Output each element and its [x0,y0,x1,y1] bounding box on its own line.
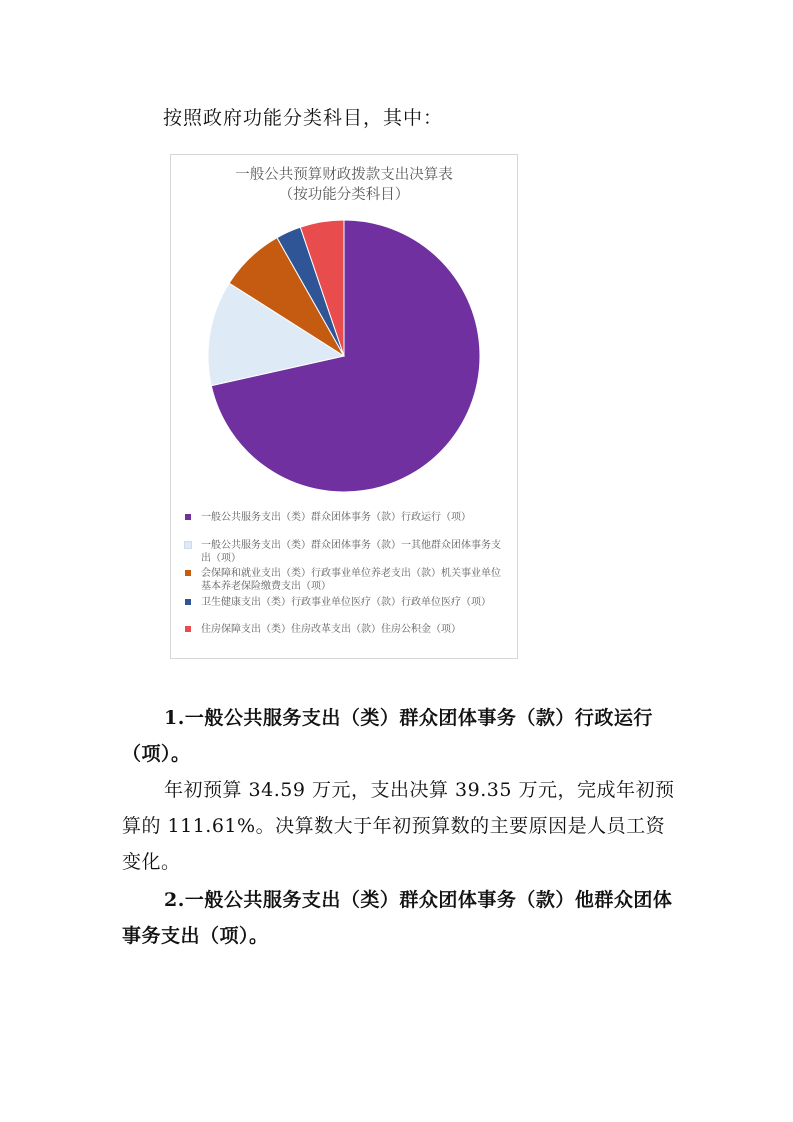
legend-label: 一般公共服务支出（类）群众团体事务（款）一其他群众团体事务支出（项） [201,540,501,564]
legend-marker [185,599,191,605]
legend-label: 住房保障支出（类）住房改革支出（款）住房公积金（项） [201,624,461,635]
section1-body [122,772,682,880]
section2-heading-text: 2.一般公共服务支出（类）群众团体事务（款）他群众团体事务支出（项）。 [122,889,673,947]
section1-heading-text: 1.一般公共服务支出（类）群众团体事务（款）行政运行（项）。 [122,707,653,765]
legend-marker [185,626,191,632]
section1-heading [122,700,682,772]
section2-heading [122,882,682,954]
pie-chart [170,154,518,659]
section1-body-text: 年初预算 34.59 万元，支出决算 39.35 万元，完成年初预算的 111.61%。决算数大于年初预算数的主要原因是人员工资变化。 [122,779,675,873]
chart-subtitle: （按功能分类科目） [278,187,410,203]
intro-text: 按照政府功能分类科目，其中： [163,107,444,129]
chart-title: 一般公共预算财政拨款支出决算表 [235,167,453,183]
legend-label: 卫生健康支出（类）行政事业单位医疗（款）行政单位医疗（项） [201,597,491,608]
legend-marker [185,514,191,520]
pie-plot [171,155,517,510]
legend-marker [185,570,191,576]
legend-label: 会保障和就业支出（类）行政事业单位养老支出（款）机关事业单位基本养老保险缴费支出（项） [201,568,501,592]
legend-label: 一般公共服务支出（类）群众团体事务（款）行政运行（项） [201,512,471,523]
legend-marker [185,542,191,548]
